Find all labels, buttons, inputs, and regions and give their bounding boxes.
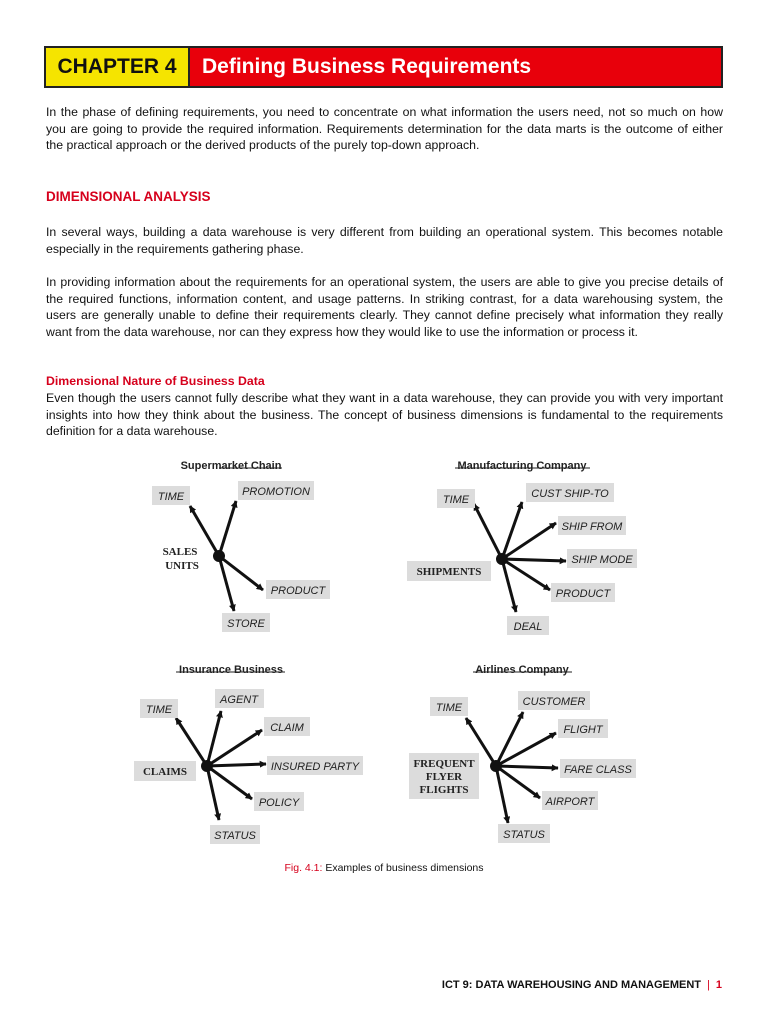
intro-paragraph: In the phase of defining requirements, you need to concentrate on what information the users need, not so much on how you are going to provide the required information. Requirements determination for the data marts is the outcome of either the practical approach or the derived products of the purely top-down approach. — [46, 105, 723, 153]
figure-caption-label: Fig. 4.1: — [284, 862, 323, 874]
diagram-title-insurance: Insurance Business — [179, 664, 283, 676]
page-footer — [442, 979, 722, 991]
dimensional-analysis-paragraph-1: In several ways, building a data warehouse is very different from building an operational system. This becomes notable especially in the requirements gathering phase. — [46, 225, 723, 256]
footer-course: ICT 9: DATA WAREHOUSING AND MANAGEMENT — [441, 979, 702, 991]
dim-label: SHIP MODE — [571, 554, 633, 566]
subsection-paragraph: Even though the users cannot fully describe what they want in a data warehouse, they can provide you with very important insights into how they think about the business. The concept of business dimensions is fundamental to the requirements definition for a data warehouse. — [46, 391, 723, 439]
dim-label: FARE CLASS — [564, 764, 632, 776]
figure-caption — [0, 862, 768, 874]
dim-label: PROMOTION — [242, 486, 310, 498]
dim-label: AIRPORT — [545, 796, 595, 808]
dim-label: FLIGHT — [563, 724, 603, 736]
chapter-title: Defining Business Requirements — [202, 55, 532, 78]
figure-caption-text: Examples of business dimensions — [325, 862, 484, 874]
fact-label: FLIGHTS — [419, 784, 469, 796]
fact-label: FREQUENT — [413, 758, 475, 770]
chapter-label: CHAPTER 4 — [46, 48, 190, 86]
footer-separator: | — [707, 979, 710, 991]
dim-label: TIME — [145, 704, 173, 716]
dim-label: AGENT — [220, 694, 258, 706]
dim-label: INSURED PARTY — [270, 761, 360, 773]
dim-label: STATUS — [503, 829, 545, 841]
dim-label: TIME — [435, 702, 463, 714]
dim-label: STORE — [227, 618, 265, 630]
dim-label: CLAIM — [270, 722, 304, 734]
dim-label: PRODUCT — [270, 585, 326, 597]
diagram-title-supermarket: Supermarket Chain — [180, 460, 282, 472]
fact-label: SALES — [162, 546, 198, 558]
diagram-title-airlines: Airlines Company — [475, 664, 569, 676]
section-heading-dimensional-analysis: DIMENSIONAL ANALYSIS — [46, 189, 211, 204]
page-number: 1 — [715, 979, 722, 991]
dim-label: CUST SHIP-TO — [531, 488, 609, 500]
subsection-heading: Dimensional Nature of Business Data — [46, 374, 265, 388]
fact-label: CLAIMS — [142, 766, 188, 778]
dim-label: POLICY — [258, 797, 300, 809]
fact-label: SHIPMENTS — [416, 566, 482, 578]
diagram-title-manufacturing: Manufacturing Company — [457, 460, 587, 472]
dim-label: TIME — [157, 491, 185, 503]
dim-label: PRODUCT — [555, 588, 611, 600]
dim-label: TIME — [442, 494, 470, 506]
fact-label: UNITS — [165, 560, 199, 572]
dim-label: STATUS — [214, 830, 256, 842]
dim-label: DEAL — [513, 621, 543, 633]
dim-label: CUSTOMER — [522, 696, 586, 708]
dimensional-analysis-paragraph-2: In providing information about the requirements for an operational system, the users are able to give you precise details of the required functions, information content, and usage patterns. In striking contrast, for a data warehousing system, the users are generally unable to define their requirements clearly. They cannot define precisely what information they really want from the data warehouse, nor can they express how they would like to use the information or process it. — [46, 275, 723, 339]
dim-label: SHIP FROM — [561, 521, 623, 533]
fact-label: FLYER — [425, 771, 463, 783]
